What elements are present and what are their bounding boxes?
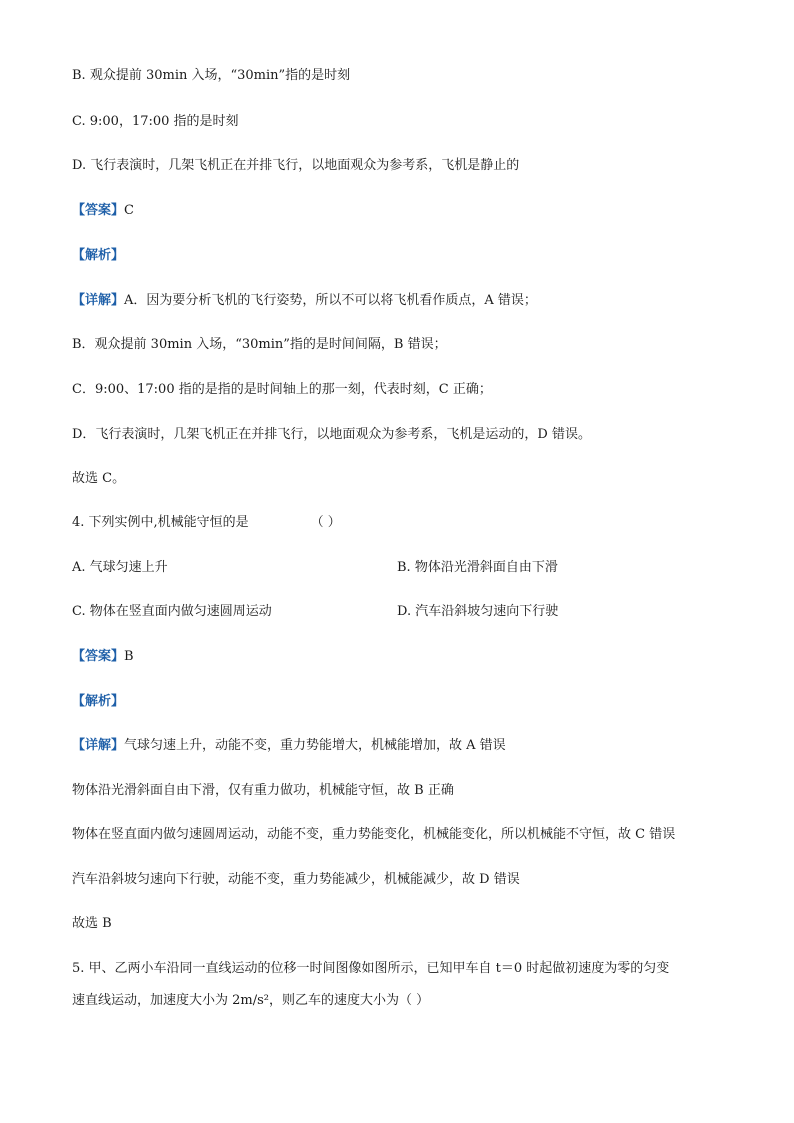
q4-option-a: A. 气球匀速上升 xyxy=(72,560,168,575)
q4-answer xyxy=(72,649,134,665)
q4-option-c: C. 物体在竖直面内做匀速圆周运动 xyxy=(72,604,272,619)
q4-detail-3: 物体在竖直面内做匀速圆周运动，动能不变，重力势能变化，机械能变化，所以机械能不守恒，故 C 错误 xyxy=(72,827,676,842)
q3-answer xyxy=(72,203,134,219)
answer-tag: 【答案】 xyxy=(72,649,125,664)
q3-analysis xyxy=(72,248,124,264)
q4-option-b: B. 物体沿光滑斜面自由下滑 xyxy=(397,560,558,575)
q3-option-d: D. 飞行表演时，几架飞机正在并排飞行，以地面观众为参考系，飞机是静止的 xyxy=(72,158,520,173)
answer-value: C xyxy=(124,203,134,218)
q3-detail-c: C．9:00、17:00 指的是指的是时间轴上的那一刻，代表时刻，C 正确； xyxy=(72,382,492,397)
q4-conclusion: 故选 B xyxy=(72,916,112,931)
detail-text: 气球匀速上升，动能不变，重力势能增大，机械能增加，故 A 错误 xyxy=(124,738,506,753)
detail-tag: 【详解】 xyxy=(72,738,125,753)
detail-text: A．因为要分析飞机的飞行姿势，所以不可以将飞机看作质点，A 错误； xyxy=(124,293,537,308)
q4-option-d: D. 汽车沿斜坡匀速向下行驶 xyxy=(397,604,559,619)
q3-detail-d: D．飞行表演时，几架飞机正在并排飞行，以地面观众为参考系，飞机是运动的，D 错误。 xyxy=(72,427,591,442)
q3-detail-a xyxy=(72,293,537,309)
q3-conclusion: 故选 C。 xyxy=(72,471,126,486)
q3-option-b: B. 观众提前 30min 入场，“30min”指的是时刻 xyxy=(72,68,351,83)
q4-answer-bracket: （ ） xyxy=(310,515,341,530)
q4-detail-2: 物体沿光滑斜面自由下滑，仅有重力做功，机械能守恒，故 B 正确 xyxy=(72,783,454,798)
analysis-tag: 【解析】 xyxy=(72,248,125,263)
q4-detail-4: 汽车沿斜坡匀速向下行驶，动能不变，重力势能减少，机械能减少，故 D 错误 xyxy=(72,872,520,887)
q4-detail-1 xyxy=(72,738,506,754)
q4-stem xyxy=(72,515,341,531)
q5-stem-line1: 5. 甲、乙两小车沿同一直线运动的位移一时间图像如图所示，已知甲车自 t＝0 时起做初速度为零的匀变 xyxy=(72,961,670,976)
q4-stem-text: 4. 下列实例中,机械能守恒的是 xyxy=(72,515,249,530)
answer-value: B xyxy=(124,649,134,664)
q3-option-c: C. 9:00，17:00 指的是时刻 xyxy=(72,114,239,129)
detail-tag: 【详解】 xyxy=(72,293,125,308)
q4-analysis xyxy=(72,694,124,710)
q3-detail-b: B．观众提前 30min 入场，“30min”指的是时间间隔，B 错误； xyxy=(72,337,447,352)
q5-stem-line2: 速直线运动，加速度大小为 2m/s²，则乙车的速度大小为（ ） xyxy=(72,993,430,1008)
analysis-tag: 【解析】 xyxy=(72,694,125,709)
answer-tag: 【答案】 xyxy=(72,203,125,218)
